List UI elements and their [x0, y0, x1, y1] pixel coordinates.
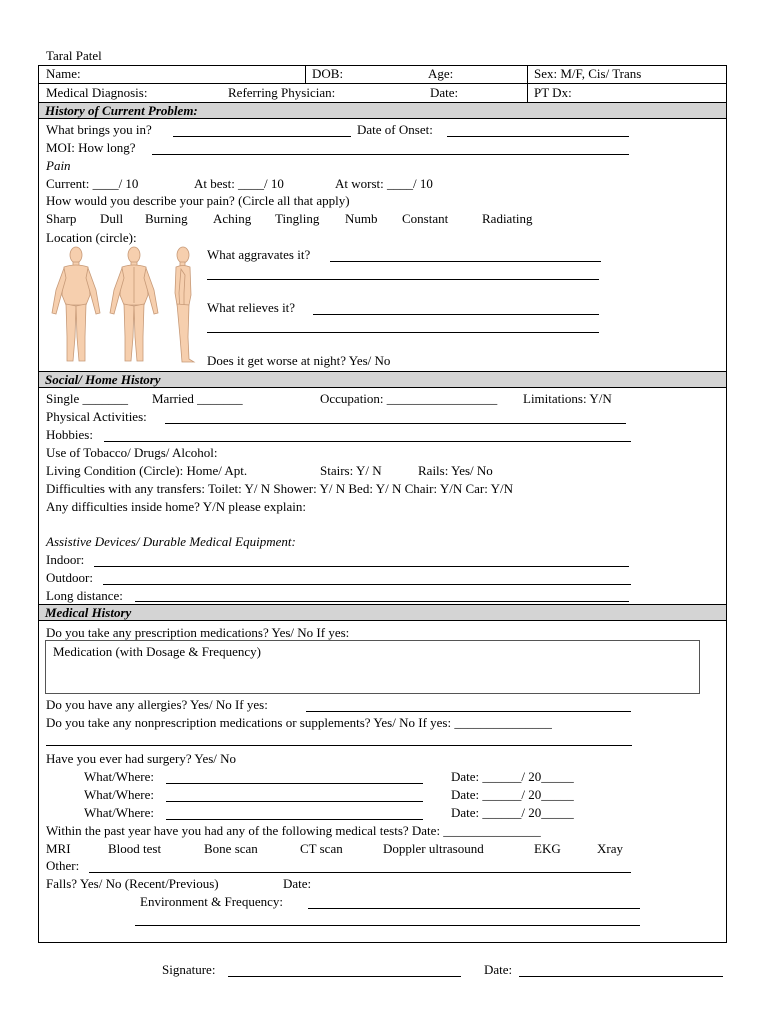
signature-label: Signature:	[162, 962, 216, 977]
pain-current-field[interactable]: Current: ____/ 10	[46, 176, 139, 191]
transfers-field[interactable]: Difficulties with any transfers: Toilet: Y/ N Shower: Y/ N Bed: Y/ N Chair: Y/N Car: Y/N	[46, 481, 514, 496]
test-option-mri[interactable]: MRI	[46, 841, 71, 856]
body-diagram[interactable]	[50, 245, 200, 365]
tobacco-label[interactable]: Use of Tobacco/ Drugs/ Alcohol:	[46, 445, 218, 460]
living-condition-field[interactable]: Living Condition (Circle): Home/ Apt.	[46, 463, 248, 478]
body-back-figure	[110, 247, 158, 361]
pain-option-burning[interactable]: Burning	[145, 211, 188, 226]
history-section-title: History of Current Problem:	[45, 103, 198, 118]
allergies-field[interactable]	[306, 711, 631, 712]
date-of-onset-label: Date of Onset:	[357, 122, 433, 137]
medical-section-header	[39, 604, 726, 621]
pt-dx-label[interactable]: PT Dx:	[534, 85, 572, 100]
nonprescription-field[interactable]: Do you take any nonprescription medications or supplements? Yes/ No If yes: _______________	[46, 715, 552, 730]
age-label[interactable]: Age:	[428, 66, 454, 81]
sex-label[interactable]: Sex: M/F, Cis/ Trans	[534, 66, 642, 81]
header-date-label[interactable]: Date:	[430, 85, 459, 100]
dob-label[interactable]: DOB:	[312, 66, 344, 81]
pain-best-field[interactable]: At best: ____/ 10	[194, 176, 284, 191]
pain-option-sharp[interactable]: Sharp	[46, 211, 77, 226]
surgery-date-field-1[interactable]: Date: ______/ 20_____	[451, 769, 574, 784]
medical-diagnosis-label[interactable]: Medical Diagnosis:	[46, 85, 148, 100]
surgery-what-where-field-2[interactable]	[166, 801, 423, 802]
aggravates-field-1[interactable]	[330, 261, 601, 262]
what-brings-label: What brings you in?	[46, 122, 152, 137]
surgery-what-where-label-2: What/Where:	[84, 787, 155, 802]
long-distance-field[interactable]	[135, 601, 629, 602]
body-front-figure	[52, 247, 100, 361]
header-divider	[38, 83, 727, 84]
pain-option-aching[interactable]: Aching	[213, 211, 252, 226]
what-brings-field[interactable]	[173, 136, 351, 137]
pain-option-constant[interactable]: Constant	[402, 211, 449, 226]
medical-tests-field[interactable]: Within the past year have you had any of the following medical tests? Date: _______________	[46, 823, 541, 838]
test-option-ekg[interactable]: EKG	[534, 841, 561, 856]
indoor-label: Indoor:	[46, 552, 85, 567]
single-field[interactable]: Single _______	[46, 391, 128, 406]
other-tests-field[interactable]	[89, 872, 631, 873]
indoor-field[interactable]	[94, 566, 629, 567]
pain-describe-label: How would you describe your pain? (Circle all that apply)	[46, 193, 350, 208]
surgery-field[interactable]: Have you ever had surgery? Yes/ No	[46, 751, 237, 766]
moi-field[interactable]	[152, 154, 629, 155]
nonprescription-field-2[interactable]	[46, 745, 632, 746]
physical-activities-label: Physical Activities:	[46, 409, 147, 424]
aggravates-field-2[interactable]	[207, 279, 599, 280]
surgery-date-field-2[interactable]: Date: ______/ 20_____	[451, 787, 574, 802]
medication-box[interactable]	[45, 640, 700, 694]
surgery-date-field-3[interactable]: Date: ______/ 20_____	[451, 805, 574, 820]
name-label[interactable]: Name:	[46, 66, 81, 81]
physical-activities-field[interactable]	[165, 423, 626, 424]
worse-at-night-field[interactable]: Does it get worse at night? Yes/ No	[207, 353, 391, 368]
pain-option-dull[interactable]: Dull	[100, 211, 124, 226]
outdoor-label: Outdoor:	[46, 570, 93, 585]
signature-field[interactable]	[228, 976, 461, 977]
surgery-what-where-field-1[interactable]	[166, 783, 423, 784]
falls-date-label[interactable]: Date:	[283, 876, 312, 891]
pain-worst-field[interactable]: At worst: ____/ 10	[335, 176, 433, 191]
header-col-divider-2	[527, 65, 528, 102]
occupation-field[interactable]: Occupation: _________________	[320, 391, 498, 406]
test-option-blood-test[interactable]: Blood test	[108, 841, 162, 856]
relieves-field-1[interactable]	[313, 314, 599, 315]
patient-name: Taral Patel	[46, 48, 102, 63]
environment-field-2[interactable]	[135, 925, 640, 926]
long-distance-label: Long distance:	[46, 588, 123, 603]
header-col-divider-1	[305, 65, 306, 83]
surgery-what-where-label-1: What/Where:	[84, 769, 155, 784]
environment-field-3[interactable]	[135, 942, 640, 943]
aggravates-label: What aggravates it?	[207, 247, 311, 262]
rails-field[interactable]: Rails: Yes/ No	[418, 463, 493, 478]
test-option-doppler[interactable]: Doppler ultrasound	[383, 841, 484, 856]
surgery-what-where-field-3[interactable]	[166, 819, 423, 820]
medication-box-label: Medication (with Dosage & Frequency)	[53, 644, 261, 659]
test-option-xray[interactable]: Xray	[597, 841, 623, 856]
stairs-field[interactable]: Stairs: Y/ N	[320, 463, 382, 478]
prescription-field[interactable]: Do you take any prescription medications? Yes/ No If yes:	[46, 625, 350, 640]
pain-label: Pain	[46, 158, 71, 173]
moi-label: MOI: How long?	[46, 140, 136, 155]
medical-section-title: Medical History	[45, 605, 132, 620]
history-section-header	[39, 102, 726, 119]
hobbies-field[interactable]	[104, 441, 631, 442]
social-section-title: Social/ Home History	[45, 372, 161, 387]
inside-home-field[interactable]: Any difficulties inside home? Y/N please explain:	[46, 499, 306, 514]
surgery-what-where-label-3: What/Where:	[84, 805, 155, 820]
environment-label: Environment & Frequency:	[140, 894, 283, 909]
body-side-figure	[175, 247, 194, 362]
assistive-devices-label: Assistive Devices/ Durable Medical Equipment:	[46, 534, 296, 549]
pain-option-tingling[interactable]: Tingling	[275, 211, 320, 226]
hobbies-label: Hobbies:	[46, 427, 93, 442]
outdoor-field[interactable]	[103, 584, 631, 585]
location-label: Location (circle):	[46, 230, 137, 245]
test-option-bone-scan[interactable]: Bone scan	[204, 841, 258, 856]
relieves-field-2[interactable]	[207, 332, 599, 333]
environment-field-1[interactable]	[308, 908, 640, 909]
date-of-onset-field[interactable]	[447, 136, 629, 137]
married-field[interactable]: Married _______	[152, 391, 243, 406]
falls-field[interactable]: Falls? Yes/ No (Recent/Previous)	[46, 876, 219, 891]
pain-option-numb[interactable]: Numb	[345, 211, 378, 226]
test-option-ct-scan[interactable]: CT scan	[300, 841, 343, 856]
social-section-header	[39, 371, 726, 388]
footer-date-field[interactable]	[519, 976, 723, 977]
relieves-label: What relieves it?	[207, 300, 296, 315]
other-tests-label: Other:	[46, 858, 80, 873]
limitations-field[interactable]: Limitations: Y/N	[523, 391, 612, 406]
footer-date-label: Date:	[484, 962, 513, 977]
pain-option-radiating[interactable]: Radiating	[482, 211, 533, 226]
allergies-label: Do you have any allergies? Yes/ No If yes:	[46, 697, 268, 712]
referring-physician-label[interactable]: Referring Physician:	[228, 85, 336, 100]
